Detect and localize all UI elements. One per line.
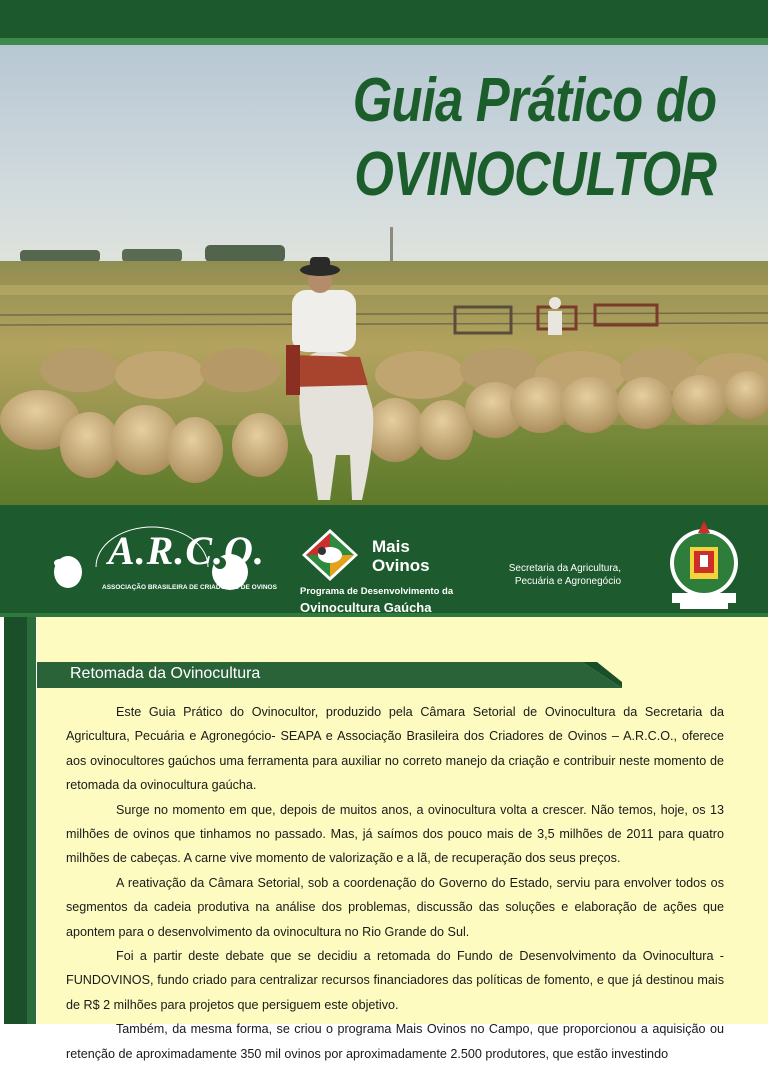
mais-ovinos-line2: Ovinos [372, 556, 430, 575]
top-band [0, 0, 768, 38]
logo-band [0, 505, 768, 617]
cover-title-line1: Guia Prático do [352, 66, 716, 135]
paragraph: Surge no momento em que, depois de muitos anos, a ovinocultura volta a crescer. Não temos, hoje, os 13 milhões de ovinos que tinhamos no passado. Mas, já saímos dos pouco mais de 3,5 milhões de 2011 para quatro milhões de cabeças. A carne vive momento de valorização e a lã, de recuperação dos seus preços. [66, 802, 724, 866]
paragraph: Este Guia Prático do Ovinocultor, produzido pela Câmara Setorial de Ovinocultura da Secretaria da Agricultura, Pecuária e Agronegócio- SEAPA e Associação Brasileira dos Criadores de Ovinos – A.R.C.O., oferece aos ovinocultores gaúchos uma ferramenta para auxiliar no correto manejo da criação e contribuir neste momento de retomada da ovinocultura gaúcha. [66, 705, 724, 793]
paragraph: Foi a partir deste debate que se decidiu a retomada do Fundo de Desenvolvimento da Ovinocultura - FUNDOVINOS, fundo criado para centralizar recursos financiadores das políticas de fomento, e que já destinou mais de R$ 2 milhões para projetos que persiguem este objetivo. [66, 949, 724, 1012]
section-title: Retomada da Ovinocultura [70, 665, 261, 682]
mais-ovinos-diamond-icon [300, 527, 360, 583]
secretaria-line1: Secretaria da Agricultura, [508, 563, 621, 574]
program-line1: Programa de Desenvolvimento da [300, 586, 454, 597]
program-line2: Ovinocultura Gaúcha [300, 600, 432, 615]
inner-page [0, 617, 768, 1061]
mais-ovinos-name [372, 537, 430, 575]
paragraph: Também, da mesma forma, se criou o programa Mais Ovinos no Campo, que proporcionou a aquisição ou retenção de aproximadamente 350 mil ovinos por aproximadamente 2.500 produtores, que estão investindo [66, 1022, 724, 1061]
section-header [37, 662, 622, 688]
mais-ovinos-logo [300, 527, 460, 617]
cover-title-line2: OVINOCULTOR [354, 140, 716, 209]
paragraph: A reativação da Câmara Setorial, sob a coordenação do Governo do Estado, serviu para envolver todos os segmentos da cadeia produtiva na análise dos problemas, discussão das soluções e elaboração de ações que apontem para o desenvolvimento da ovinocultura no Rio Grande do Sul. [66, 875, 724, 939]
left-margin-bar-edge [27, 617, 36, 1024]
arco-name: A.R.C.O. [108, 528, 265, 573]
arco-logo [48, 527, 277, 607]
rio-grande-coat-of-arms-icon [664, 515, 744, 615]
secretaria-label [503, 562, 621, 588]
cover-title [273, 64, 716, 212]
secretaria-line2: Pecuária e Agronegócio [514, 576, 621, 587]
top-stripe [0, 38, 768, 45]
section-body [66, 700, 724, 1066]
arco-subtitle: ASSOCIAÇÃO BRASILEIRA DE CRIADORES DE OVINOS [102, 584, 277, 591]
mais-ovinos-line1: Mais [372, 537, 410, 556]
